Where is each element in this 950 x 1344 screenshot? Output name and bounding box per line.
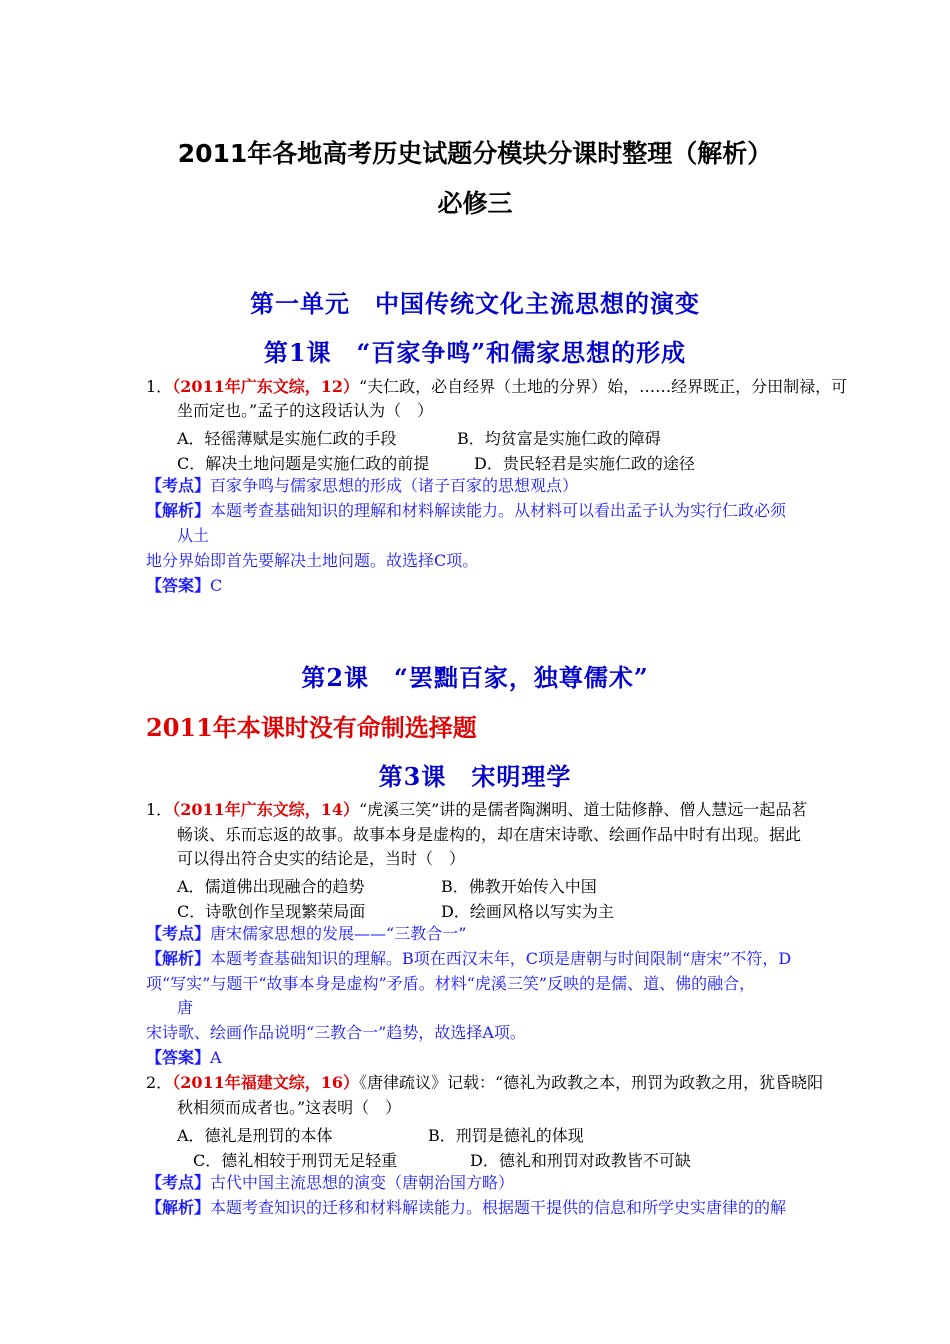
answer-line bbox=[146, 1048, 222, 1068]
question-text-cont: 畅谈、乐而忘返的故事。故事本身是虚构的，却在唐宋诗歌、绘画作品中时有出现。据此 bbox=[177, 825, 802, 844]
option-a: A．儒道佛出现融合的趋势 bbox=[177, 877, 365, 896]
kaodian-text: 百家争鸣与儒家思想的形成（诸子百家的思想观点） bbox=[210, 476, 579, 495]
kaodian-tag: 【考点】 bbox=[146, 1173, 211, 1192]
jiexi-tag: 【解析】 bbox=[146, 949, 211, 968]
lesson-1-heading: 第1课 “百家争鸣”和儒家思想的形成 bbox=[263, 338, 687, 367]
question-number: 1． bbox=[146, 377, 173, 396]
jiexi-text-cont: 项“写实”与题干“故事本身是虚构”矛盾。材料“虎溪三笑”反映的是儒、道、佛的融合， bbox=[146, 974, 756, 993]
answer-tag: 【答案】 bbox=[146, 1048, 211, 1067]
option-c: C．诗歌创作呈现繁荣局面 bbox=[177, 902, 366, 921]
document-subtitle: 必修三 bbox=[437, 189, 513, 218]
jiexi-tag: 【解析】 bbox=[146, 501, 211, 520]
answer-text: A bbox=[210, 1048, 222, 1067]
kaodian-text: 唐宋儒家思想的发展——“三教合一” bbox=[210, 924, 467, 943]
answer-line bbox=[146, 576, 222, 596]
question-source: （2011年广东文综，14） bbox=[172, 800, 359, 819]
lesson-3-heading: 第3课 宋明理学 bbox=[378, 762, 572, 791]
option-d: D．德礼和刑罚对政教皆不可缺 bbox=[470, 1151, 691, 1170]
unit-heading: 第一单元 中国传统文化主流思想的演变 bbox=[250, 289, 700, 318]
option-d: D．贵民轻君是实施仁政的途径 bbox=[474, 454, 695, 473]
jiexi-line bbox=[146, 501, 786, 521]
question-text-cont: 秋相须而成者也。”这表明（ ） bbox=[177, 1098, 402, 1117]
option-c: C．解决土地问题是实施仁政的前提 bbox=[177, 454, 430, 473]
option-b: B．均贫富是实施仁政的障碍 bbox=[457, 429, 661, 448]
question-text: 《唐律疏议》记载：“德礼为政教之本，刑罚为政教之用，犹昏晓阳 bbox=[359, 1073, 824, 1092]
jiexi-text: 本题考查知识的迁移和材料解读能力。根据题干提供的信息和所学史实唐律的的解 bbox=[210, 1198, 787, 1217]
option-c: C．德礼相较于刑罚无足轻重 bbox=[193, 1151, 398, 1170]
question-text: “夫仁政，必自经界（土地的分界）始，……经界既正，分田制禄，可 bbox=[359, 377, 848, 396]
question-text-cont: 可以得出符合史实的结论是，当时（ ） bbox=[177, 849, 466, 868]
question-text: “虎溪三笑”讲的是儒者陶渊明、道士陆修静、僧人慧远一起品茗 bbox=[359, 800, 808, 819]
question-source: （2011年广东文综，12） bbox=[172, 377, 359, 396]
document-title: 2011年各地高考历史试题分模块分课时整理（解析） bbox=[177, 139, 773, 168]
question-stem bbox=[146, 1073, 823, 1093]
answer-text: C bbox=[210, 576, 223, 595]
kaodian-line bbox=[146, 1173, 514, 1193]
question-source: （2011年福建文综，16） bbox=[172, 1073, 359, 1092]
kaodian-tag: 【考点】 bbox=[146, 476, 211, 495]
question-number: 1． bbox=[146, 800, 173, 819]
option-a: A．轻徭薄赋是实施仁政的手段 bbox=[177, 429, 397, 448]
option-b: B．刑罚是德礼的体现 bbox=[428, 1126, 584, 1145]
jiexi-tag: 【解析】 bbox=[146, 1198, 211, 1217]
question-number: 2． bbox=[146, 1073, 173, 1092]
jiexi-text: 本题考查基础知识的理解和材料解读能力。从材料可以看出孟子认为实行仁政必须 bbox=[210, 501, 787, 520]
question-text-cont: 坐而定也。”孟子的这段话认为（ ） bbox=[177, 401, 434, 420]
answer-tag: 【答案】 bbox=[146, 576, 211, 595]
question-stem bbox=[146, 377, 847, 397]
jiexi-text-cont: 从土 bbox=[177, 526, 210, 545]
option-d: D．绘画风格以写实为主 bbox=[441, 902, 614, 921]
option-b: B．佛教开始传入中国 bbox=[441, 877, 597, 896]
option-a: A．德礼是刑罚的本体 bbox=[177, 1126, 333, 1145]
lesson-2-heading: 第2课 “罢黜百家，独尊儒术” bbox=[301, 663, 649, 692]
jiexi-text-cont: 唐 bbox=[177, 998, 194, 1017]
kaodian-line bbox=[146, 476, 578, 496]
kaodian-tag: 【考点】 bbox=[146, 924, 211, 943]
question-stem bbox=[146, 800, 807, 820]
jiexi-text: 本题考查基础知识的理解。B项在西汉末年，C项是唐朝与时间限制“唐宋”不符，D bbox=[210, 949, 792, 968]
jiexi-text-cont: 地分界始即首先要解决土地问题。故选择C项。 bbox=[146, 551, 479, 570]
jiexi-text-cont: 宋诗歌、绘画作品说明“三教合一”趋势，故选择A项。 bbox=[146, 1023, 526, 1042]
jiexi-line bbox=[146, 949, 791, 969]
no-questions-note: 2011年本课时没有命制选择题 bbox=[146, 713, 477, 742]
jiexi-line bbox=[146, 1198, 786, 1218]
kaodian-line bbox=[146, 924, 466, 944]
kaodian-text: 古代中国主流思想的演变（唐朝治国方略） bbox=[210, 1173, 515, 1192]
